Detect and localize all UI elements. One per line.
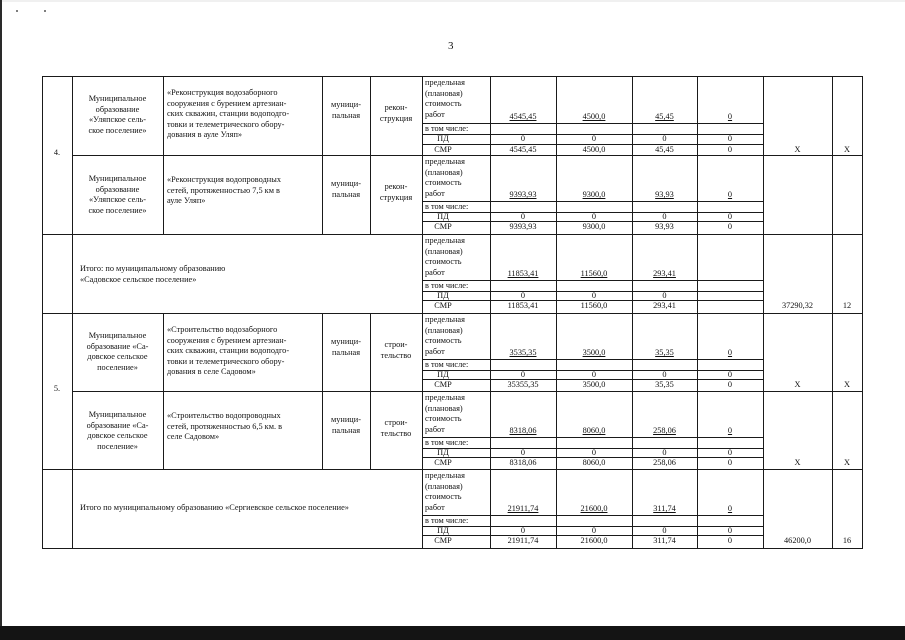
municipality-name: Муниципальное — [88, 174, 147, 183]
group-number: 4. — [53, 148, 61, 157]
cost-label: предельная — [425, 78, 465, 87]
smr-value: 0 — [727, 458, 733, 467]
cost-value: 35,35 — [655, 348, 674, 357]
municipality-name: поселение» — [97, 362, 138, 372]
cost-label: (плановая) — [425, 481, 463, 491]
work-type: рекон- — [384, 182, 408, 191]
smr-value: 0 — [727, 380, 733, 389]
object-description: «Строительство водопроводных — [167, 411, 281, 420]
cost-label: работ — [425, 110, 445, 120]
cost-label: стоимость — [425, 257, 462, 267]
smr-value: 3500,0 — [582, 380, 606, 389]
work-type: строи- — [384, 340, 408, 349]
object-description: товки и телеметрического обору- — [167, 356, 285, 366]
municipality-name: образование «Са- — [86, 420, 149, 430]
row-border-including — [422, 515, 763, 516]
pd-value: 0 — [727, 448, 733, 457]
pd-value: 0 — [662, 526, 667, 535]
ownership-type: пальная — [331, 189, 361, 199]
smr-value: 11560,0 — [580, 301, 608, 310]
smr-value: 0 — [727, 536, 733, 545]
scan-bottom-border — [0, 626, 905, 640]
municipality-name: образование — [95, 184, 140, 194]
total-cost-cell: 37290,32 — [781, 301, 814, 310]
smr-value: 0 — [727, 222, 733, 231]
row-border-including — [422, 201, 763, 202]
pd-label: ПД — [437, 370, 449, 379]
count-cell: 12 — [842, 301, 852, 310]
object-description: сетей, протяженностью 7,5 км в — [167, 185, 280, 195]
work-type: строи- — [384, 418, 408, 427]
municipality-name: «Уляпское сель- — [89, 195, 146, 204]
municipality-name: образование «Са- — [86, 341, 149, 351]
object-description: сооружения с бурением артезиан- — [167, 335, 287, 345]
pd-value: 0 — [662, 448, 667, 457]
cost-label: работ — [425, 503, 445, 513]
smr-value: 4500,0 — [582, 145, 606, 154]
smr-value: 21600,0 — [580, 536, 608, 545]
municipality-name: образование — [95, 104, 140, 114]
total-title: Итого: по муниципальному образованию — [80, 264, 226, 273]
cost-label: стоимость — [425, 414, 462, 424]
smr-value: 35,35 — [655, 380, 674, 389]
smr-label: СМР — [434, 301, 452, 310]
cost-value: 311,74 — [653, 504, 676, 513]
ownership-type: пальная — [331, 425, 361, 435]
pd-value: 0 — [591, 370, 597, 379]
including-label: в том числе: — [425, 124, 469, 133]
cost-value: 258,06 — [653, 426, 676, 435]
work-type: рекон- — [384, 103, 408, 112]
smr-value: 8060,0 — [582, 458, 606, 467]
work-type: струкция — [379, 192, 413, 202]
municipality-name: «Уляпское сель- — [89, 115, 146, 124]
object-description: товки и телеметрического обору- — [167, 119, 285, 129]
object-description: сооружения с бурением артезиан- — [167, 98, 287, 108]
pd-label: ПД — [437, 526, 449, 535]
pd-label: ПД — [437, 134, 449, 143]
cost-label: работ — [425, 189, 445, 199]
row-border-including — [422, 123, 763, 124]
work-type: струкция — [379, 113, 413, 123]
cost-value: 4500,0 — [582, 112, 606, 121]
cost-label: (плановая) — [425, 167, 463, 177]
cost-value: 21600,0 — [580, 504, 608, 513]
cost-label: предельная — [425, 157, 465, 166]
cost-value: 4545,45 — [509, 112, 537, 121]
cost-value: 11853,41 — [507, 269, 539, 278]
cost-value: 21911,74 — [507, 504, 539, 513]
municipality-name: Муниципальное — [88, 94, 147, 103]
total-cost-cell: Х — [794, 458, 801, 467]
smr-value: 311,74 — [653, 536, 676, 545]
count-cell: Х — [844, 145, 850, 154]
cost-value: 8318,06 — [509, 426, 537, 435]
col-border — [72, 469, 73, 548]
pd-value: 0 — [727, 526, 733, 535]
cost-label: предельная — [425, 393, 465, 402]
cost-label: (плановая) — [425, 325, 463, 335]
pd-value: 0 — [727, 370, 733, 379]
cost-value: 11560,0 — [580, 269, 608, 278]
smr-value: 258,06 — [653, 458, 676, 467]
including-label: в том числе: — [425, 360, 469, 369]
pd-value: 0 — [520, 291, 526, 300]
row-border-including — [422, 280, 763, 281]
smr-value: 293,41 — [653, 301, 676, 310]
work-type: тельство — [380, 428, 412, 438]
pd-value: 0 — [662, 291, 667, 300]
pd-label: ПД — [437, 448, 449, 457]
municipality-name: ское поселение» — [88, 205, 147, 215]
cost-value: 293,41 — [653, 269, 676, 278]
page-number: 3 — [448, 40, 454, 52]
smr-value: 35355,35 — [507, 380, 539, 389]
pd-value: 0 — [520, 370, 526, 379]
cost-value: 45,45 — [655, 112, 674, 121]
smr-value: 0 — [727, 145, 733, 154]
ownership-type: муници- — [331, 179, 361, 188]
cost-value: 9300,0 — [582, 190, 606, 199]
cost-label: работ — [425, 347, 445, 357]
pd-value: 0 — [591, 448, 597, 457]
pd-value: 0 — [662, 370, 667, 379]
cost-label: предельная — [425, 471, 465, 480]
municipality-name: поселение» — [97, 441, 138, 451]
total-title: «Садовское сельское поселение» — [80, 275, 197, 284]
object-description: сетей, протяженностью 6,5 км. в — [167, 421, 283, 431]
smr-label: СМР — [434, 380, 452, 389]
smr-value: 11853,41 — [507, 301, 539, 310]
ownership-type: муници- — [331, 337, 361, 346]
smr-label: СМР — [434, 222, 452, 231]
pd-value: 0 — [520, 212, 526, 221]
object-description: ских скважин, станции водоподго- — [167, 109, 290, 118]
row-border — [42, 234, 863, 235]
cost-value: 9393,93 — [509, 190, 537, 199]
total-cost-cell: 46200,0 — [784, 536, 811, 545]
row-border-including — [422, 359, 763, 360]
pd-value: 0 — [662, 134, 667, 143]
col-border — [370, 76, 371, 234]
smr-value: 8318,06 — [509, 458, 537, 467]
col-border — [72, 234, 73, 313]
count-cell: 16 — [842, 536, 852, 545]
cost-label: предельная — [425, 236, 465, 245]
total-cost-cell: Х — [794, 145, 801, 154]
cost-value: 0 — [727, 426, 733, 435]
object-description: «Реконструкция водопроводных — [167, 175, 281, 184]
work-type: тельство — [380, 350, 412, 360]
cost-value: 93,93 — [655, 190, 674, 199]
group-number: 5. — [53, 384, 61, 393]
object-description: ауле Уляп» — [167, 196, 206, 205]
object-description: «Реконструкция водозаборного — [167, 88, 278, 97]
pd-value: 0 — [727, 212, 733, 221]
pd-value: 0 — [591, 134, 597, 143]
row-border — [72, 155, 863, 156]
row-border — [42, 313, 863, 314]
object-description: селе Садовом» — [167, 432, 220, 441]
pd-value: 0 — [520, 448, 526, 457]
pd-value: 0 — [520, 526, 526, 535]
col-border — [163, 313, 164, 469]
row-border-including — [422, 437, 763, 438]
ownership-type: муници- — [331, 100, 361, 109]
cost-value: 0 — [727, 190, 733, 199]
ownership-type: пальная — [331, 110, 361, 120]
pd-value: 0 — [662, 212, 667, 221]
object-description: дования в ауле Уляп» — [167, 130, 243, 139]
count-cell: Х — [844, 380, 850, 389]
including-label: в том числе: — [425, 516, 469, 525]
pd-value: 0 — [591, 526, 597, 535]
including-label: в том числе: — [425, 281, 469, 290]
row-border — [42, 76, 863, 77]
col-border — [163, 76, 164, 234]
total-cost-cell: Х — [794, 380, 801, 389]
smr-value: 4545,45 — [509, 145, 537, 154]
municipality-name: Муниципальное — [88, 331, 147, 340]
smr-label: СМР — [434, 536, 452, 545]
cost-label: работ — [425, 268, 445, 278]
smr-value: 45,45 — [655, 145, 674, 154]
ownership-type: муници- — [331, 415, 361, 424]
smr-value: 93,93 — [655, 222, 674, 231]
including-label: в том числе: — [425, 438, 469, 447]
cost-label: (плановая) — [425, 403, 463, 413]
count-cell: Х — [844, 458, 850, 467]
pd-label: ПД — [437, 291, 449, 300]
municipality-name: довское сельское — [87, 352, 148, 361]
cost-label: (плановая) — [425, 246, 463, 256]
smr-value: 9393,93 — [509, 222, 537, 231]
smr-label: СМР — [434, 145, 452, 154]
pd-value: 0 — [520, 134, 526, 143]
pd-label: ПД — [437, 212, 449, 221]
object-description: дования в селе Садовом» — [167, 367, 256, 376]
smr-value: 21911,74 — [507, 536, 539, 545]
ownership-type: пальная — [331, 347, 361, 357]
pd-value: 0 — [727, 134, 733, 143]
smr-label: СМР — [434, 458, 452, 467]
row-border — [42, 469, 863, 470]
total-title: Итого по муниципальному образованию «Сергиевское сельское поселение» — [80, 503, 349, 512]
pd-value: 0 — [591, 291, 597, 300]
cost-label: (плановая) — [425, 88, 463, 98]
cost-label: предельная — [425, 315, 465, 324]
object-description: ских скважин, станции водоподго- — [167, 346, 290, 355]
cost-value: 3535,35 — [509, 348, 537, 357]
col-border — [370, 313, 371, 469]
object-description: «Строительство водозаборного — [167, 325, 278, 334]
cost-value: 0 — [727, 504, 733, 513]
cost-label: работ — [425, 425, 445, 435]
cost-label: стоимость — [425, 336, 462, 346]
cost-label: стоимость — [425, 492, 462, 502]
cost-value: 8060,0 — [582, 426, 606, 435]
cost-value: 3500,0 — [582, 348, 606, 357]
cost-label: стоимость — [425, 178, 462, 188]
cost-value: 0 — [727, 112, 733, 121]
pd-value: 0 — [591, 212, 597, 221]
cost-value: 0 — [727, 348, 733, 357]
municipality-name: ское поселение» — [88, 125, 147, 135]
including-label: в том числе: — [425, 202, 469, 211]
municipality-name: довское сельское — [87, 431, 148, 440]
smr-value: 9300,0 — [582, 222, 606, 231]
cost-label: стоимость — [425, 99, 462, 109]
municipality-name: Муниципальное — [88, 410, 147, 419]
row-border — [72, 391, 863, 392]
table-border-bottom — [42, 548, 863, 549]
